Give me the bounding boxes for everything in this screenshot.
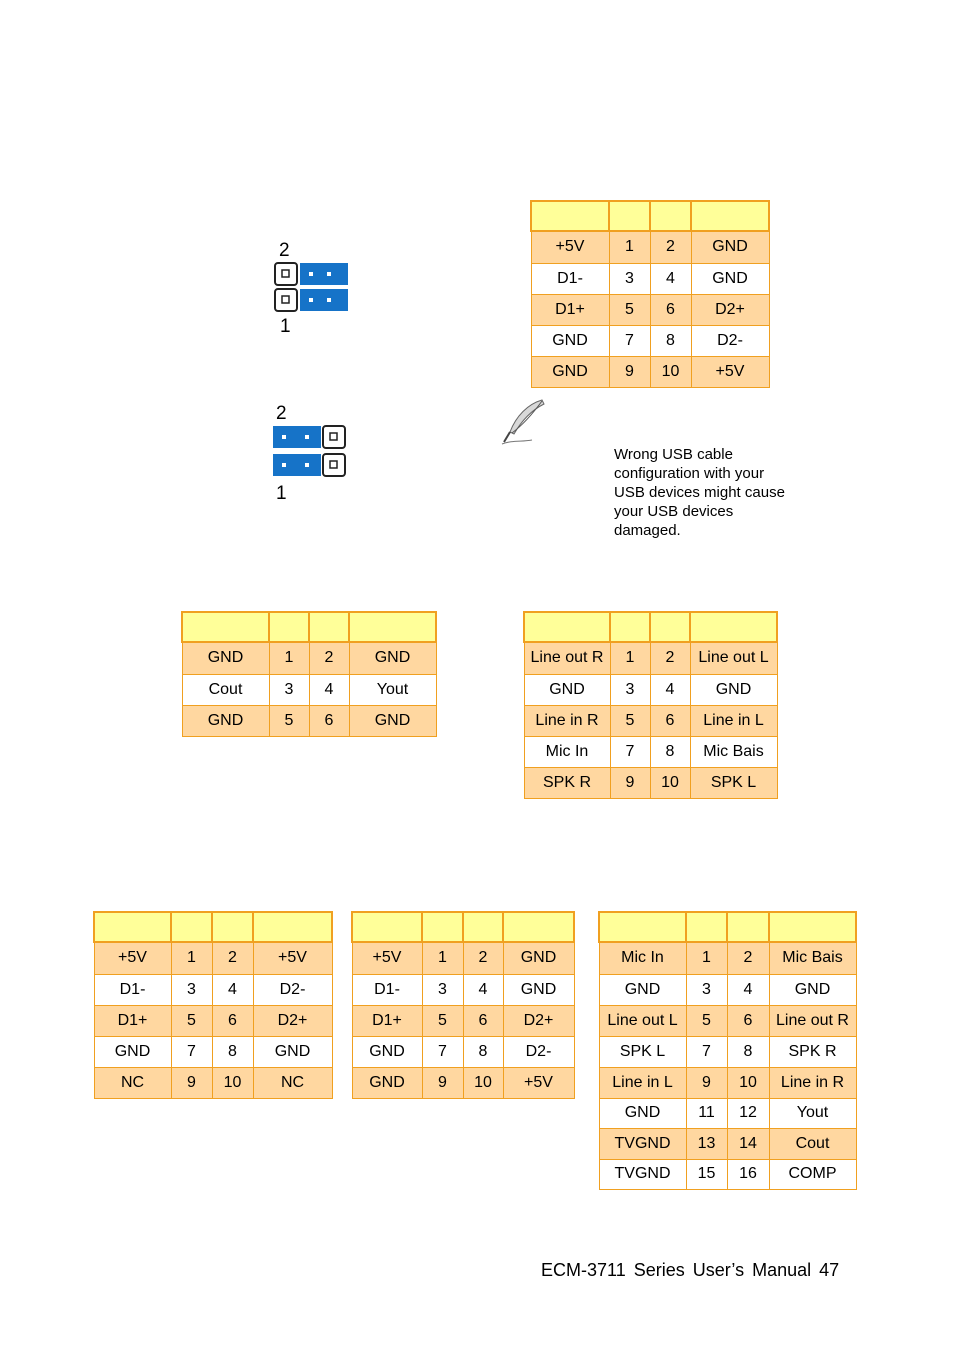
signal-cell: SPK L — [690, 767, 777, 798]
pin-cell: 3 — [686, 974, 727, 1005]
signal-cell: Yout — [769, 1098, 856, 1128]
signal-cell: GND — [503, 942, 574, 974]
signal-cell: COMP — [769, 1159, 856, 1189]
signal-cell: +5V — [94, 942, 171, 974]
pin-cell: 2 — [309, 642, 349, 674]
pin-cell: 1 — [609, 231, 650, 263]
signal-cell: Yout — [349, 674, 436, 705]
feather-pen-icon — [498, 398, 550, 448]
signal-cell: D2+ — [503, 1005, 574, 1036]
signal-cell: GND — [769, 974, 856, 1005]
signal-cell: Line out R — [524, 642, 610, 674]
table-row — [94, 1067, 332, 1098]
signal-cell: Cout — [182, 674, 269, 705]
pin-cell: 8 — [650, 736, 690, 767]
table-header-row — [599, 912, 856, 942]
signal-cell: D2- — [503, 1036, 574, 1067]
pin-cell: 6 — [650, 294, 691, 325]
pin-cell: 9 — [171, 1067, 212, 1098]
pin-cell: 4 — [463, 974, 503, 1005]
table-row — [599, 974, 856, 1005]
pin-cell: 9 — [422, 1067, 463, 1098]
table-header-row — [531, 201, 769, 231]
table-row — [524, 767, 777, 798]
signal-cell: SPK L — [599, 1036, 686, 1067]
table-row — [599, 1128, 856, 1159]
signal-cell: D2- — [691, 325, 769, 356]
pin-cell: 4 — [650, 263, 691, 294]
signal-cell: GND — [352, 1036, 422, 1067]
pin-cell: 1 — [610, 642, 650, 674]
note-line: USB devices might cause — [614, 484, 785, 501]
pin-cell: 5 — [609, 294, 650, 325]
signal-cell: GND — [253, 1036, 332, 1067]
pin-label-1: 1 — [280, 316, 291, 337]
pin-cell: 7 — [609, 325, 650, 356]
av-pin-table — [598, 911, 857, 1190]
table-row — [94, 1036, 332, 1067]
pin-label-2: 2 — [279, 240, 290, 261]
table-header-row — [182, 612, 436, 642]
pin-cell: 10 — [463, 1067, 503, 1098]
pin-cell: 3 — [610, 674, 650, 705]
pin-cell: 5 — [610, 705, 650, 736]
pin-cell: 6 — [727, 1005, 769, 1036]
pin-cell: 5 — [269, 705, 309, 736]
signal-cell: GND — [182, 705, 269, 736]
signal-cell: D2- — [253, 974, 332, 1005]
pin-cell: 8 — [650, 325, 691, 356]
table-row — [599, 1159, 856, 1189]
pin-cell: 16 — [727, 1159, 769, 1189]
table-row — [599, 1005, 856, 1036]
pin-cell: 2 — [212, 942, 253, 974]
table-row — [599, 1098, 856, 1128]
table-row — [182, 674, 436, 705]
signal-cell: GND — [349, 705, 436, 736]
signal-cell: GND — [524, 674, 610, 705]
signal-cell: Mic Bais — [769, 942, 856, 974]
signal-cell: GND — [94, 1036, 171, 1067]
signal-cell: GND — [690, 674, 777, 705]
signal-cell: NC — [94, 1067, 171, 1098]
table-row — [352, 1005, 574, 1036]
pin-cell: 4 — [309, 674, 349, 705]
signal-cell: GND — [349, 642, 436, 674]
table-header-row — [352, 912, 574, 942]
tv-pin-table — [181, 611, 437, 737]
table-row — [531, 325, 769, 356]
pin-cell: 8 — [212, 1036, 253, 1067]
table-row — [599, 942, 856, 974]
signal-cell: +5V — [352, 942, 422, 974]
usb-pin-table-top — [530, 200, 770, 388]
signal-cell: +5V — [691, 356, 769, 387]
note-line: damaged. — [614, 522, 681, 539]
pin-cell: 6 — [650, 705, 690, 736]
pin-cell: 8 — [463, 1036, 503, 1067]
pin-cell: 4 — [727, 974, 769, 1005]
pin-cell: 7 — [422, 1036, 463, 1067]
pin-cell: 3 — [422, 974, 463, 1005]
table-row — [94, 942, 332, 974]
signal-cell: SPK R — [524, 767, 610, 798]
pin-cell: 2 — [650, 231, 691, 263]
signal-cell: D2+ — [691, 294, 769, 325]
pin-cell: 7 — [686, 1036, 727, 1067]
signal-cell: Mic In — [599, 942, 686, 974]
signal-cell: GND — [352, 1067, 422, 1098]
pin-cell: 1 — [422, 942, 463, 974]
table-row — [524, 736, 777, 767]
table-row — [352, 974, 574, 1005]
signal-cell: GND — [691, 231, 769, 263]
table-row — [531, 294, 769, 325]
pin-header-diagram-lower — [272, 424, 352, 478]
table-row — [531, 263, 769, 294]
pin-cell: 5 — [422, 1005, 463, 1036]
pin-cell: 8 — [727, 1036, 769, 1067]
usb-pin-table-b — [351, 911, 575, 1099]
signal-cell: +5V — [531, 231, 609, 263]
pin-cell: 9 — [609, 356, 650, 387]
signal-cell: GND — [691, 263, 769, 294]
usb-pin-table-a — [93, 911, 333, 1099]
note-line: Wrong USB cable — [614, 446, 733, 463]
pin-cell: 10 — [650, 767, 690, 798]
signal-cell: D1- — [352, 974, 422, 1005]
table-row — [524, 705, 777, 736]
table-row — [352, 942, 574, 974]
pin-cell: 6 — [463, 1005, 503, 1036]
signal-cell: D1+ — [352, 1005, 422, 1036]
note-line: configuration with your — [614, 465, 765, 482]
pin-cell: 7 — [171, 1036, 212, 1067]
signal-cell: GND — [531, 356, 609, 387]
table-header-row — [94, 912, 332, 942]
pin-cell: 10 — [212, 1067, 253, 1098]
pin-cell: 4 — [650, 674, 690, 705]
pin-cell: 5 — [686, 1005, 727, 1036]
signal-cell: GND — [599, 974, 686, 1005]
pin-cell: 12 — [727, 1098, 769, 1128]
signal-cell: GND — [182, 642, 269, 674]
signal-cell: Line in L — [690, 705, 777, 736]
signal-cell: +5V — [253, 942, 332, 974]
pin-cell: 14 — [727, 1128, 769, 1159]
pin-cell: 15 — [686, 1159, 727, 1189]
pin-cell: 2 — [727, 942, 769, 974]
signal-cell: GND — [599, 1098, 686, 1128]
table-row — [182, 705, 436, 736]
signal-cell: TVGND — [599, 1128, 686, 1159]
table-row — [94, 1005, 332, 1036]
signal-cell: D1+ — [531, 294, 609, 325]
pin-cell: 2 — [463, 942, 503, 974]
pin-label-2-lower: 2 — [276, 403, 287, 424]
pin-header-diagram — [272, 261, 352, 315]
audio-pin-table — [523, 611, 778, 799]
table-header-row — [524, 612, 777, 642]
signal-cell: +5V — [503, 1067, 574, 1098]
table-row — [94, 974, 332, 1005]
table-row — [524, 642, 777, 674]
pin-cell: 11 — [686, 1098, 727, 1128]
pin-cell: 9 — [686, 1067, 727, 1098]
table-row — [524, 674, 777, 705]
pin-cell: 10 — [727, 1067, 769, 1098]
pin-cell: 2 — [650, 642, 690, 674]
usb-warning-note — [614, 445, 785, 540]
signal-cell: Mic Bais — [690, 736, 777, 767]
signal-cell: NC — [253, 1067, 332, 1098]
note-line: your USB devices — [614, 503, 734, 520]
pin-cell: 9 — [610, 767, 650, 798]
pin-cell: 3 — [609, 263, 650, 294]
pin-cell: 3 — [269, 674, 309, 705]
signal-cell: Line out R — [769, 1005, 856, 1036]
table-row — [599, 1036, 856, 1067]
pin-cell: 6 — [309, 705, 349, 736]
signal-cell: GND — [531, 325, 609, 356]
signal-cell: D1- — [94, 974, 171, 1005]
pin-cell: 1 — [171, 942, 212, 974]
pin-cell: 7 — [610, 736, 650, 767]
signal-cell: D1+ — [94, 1005, 171, 1036]
table-row — [531, 231, 769, 263]
table-row — [531, 356, 769, 387]
signal-cell: D2+ — [253, 1005, 332, 1036]
pin-cell: 10 — [650, 356, 691, 387]
pin-cell: 13 — [686, 1128, 727, 1159]
signal-cell: GND — [503, 974, 574, 1005]
signal-cell: Line out L — [690, 642, 777, 674]
signal-cell: Line out L — [599, 1005, 686, 1036]
pin-cell: 1 — [269, 642, 309, 674]
signal-cell: TVGND — [599, 1159, 686, 1189]
signal-cell: Line in R — [769, 1067, 856, 1098]
table-row — [352, 1036, 574, 1067]
table-row — [352, 1067, 574, 1098]
page-footer: ECM-3711 Series User’s Manual 47 — [541, 1260, 840, 1280]
signal-cell: Line in R — [524, 705, 610, 736]
pin-cell: 3 — [171, 974, 212, 1005]
pin-cell: 6 — [212, 1005, 253, 1036]
signal-cell: SPK R — [769, 1036, 856, 1067]
signal-cell: D1- — [531, 263, 609, 294]
table-row — [182, 642, 436, 674]
signal-cell: Cout — [769, 1128, 856, 1159]
table-row — [599, 1067, 856, 1098]
pin-label-1-lower: 1 — [276, 483, 287, 504]
signal-cell: Mic In — [524, 736, 610, 767]
signal-cell: Line in L — [599, 1067, 686, 1098]
pin-cell: 1 — [686, 942, 727, 974]
pin-cell: 4 — [212, 974, 253, 1005]
pin-cell: 5 — [171, 1005, 212, 1036]
